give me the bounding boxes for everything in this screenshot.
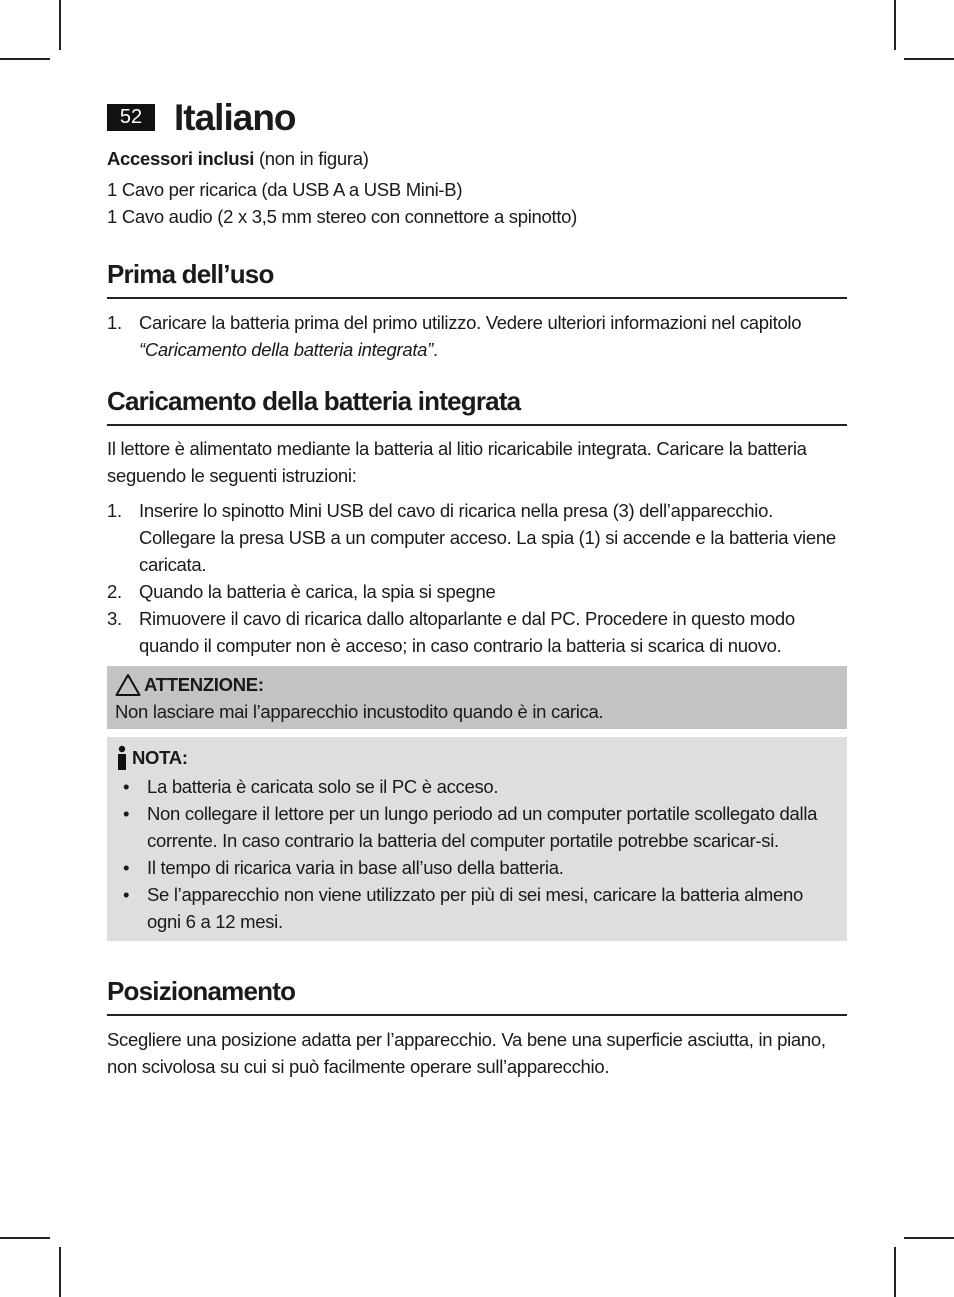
crop-mark [0, 1237, 50, 1239]
charging-intro: Il lettore è alimentato mediante la batteria al litio ricaricabile integrata. Caricare la batteria seguendo le seguenti istruzioni: [107, 438, 807, 486]
step-number: 1. [107, 500, 122, 521]
list-item [115, 854, 839, 881]
note-header [115, 745, 839, 771]
accessories-heading-line [107, 145, 847, 172]
step-number: 3. [107, 608, 122, 629]
note-box [107, 737, 847, 941]
crop-mark [904, 1237, 954, 1239]
list-item [107, 605, 847, 659]
bullet: • [123, 857, 130, 878]
page-number: 52 [107, 104, 155, 131]
crop-mark [0, 58, 50, 60]
accessory-item: 1 Cavo per ricarica (da USB A a USB Mini-B) [107, 179, 463, 200]
bullet: • [123, 776, 130, 797]
note-list [115, 773, 839, 935]
accessories-heading: Accessori inclusi [107, 148, 255, 169]
note-item-text: Se l’apparecchio non viene utilizzato per più di sei mesi, caricare la batteria almeno ogni 6 a 12 mesi. [147, 884, 803, 932]
step-text: Quando la batteria è carica, la spia si spegne [139, 581, 496, 602]
page-title: Italiano [174, 97, 296, 138]
list-item [115, 881, 839, 935]
section-heading-charging: Caricamento della batteria integrata [107, 384, 847, 426]
crop-mark [59, 1247, 61, 1297]
accessory-item: 1 Cavo audio (2 x 3,5 mm stereo con connettore a spinotto) [107, 206, 578, 227]
step-end: . [433, 339, 438, 360]
warning-triangle-icon [115, 673, 141, 697]
note-item-text: Non collegare il lettore per un lungo periodo ad un computer portatile scollegato dalla corrente. In caso contrario la batteria del computer portatile potrebbe scaricar-si. [147, 803, 818, 851]
crop-mark [894, 1247, 896, 1297]
warning-header [115, 672, 839, 698]
note-item-text: La batteria è caricata solo se il PC è acceso. [147, 776, 499, 797]
list-item [107, 497, 847, 578]
page-content [107, 145, 847, 1080]
warning-title: ATTENZIONE: [144, 674, 264, 695]
list-item [115, 773, 839, 800]
list-item [115, 800, 839, 854]
note-item-text: Il tempo di ricarica varia in base all’uso della batteria. [147, 857, 564, 878]
step-reference: “Caricamento della batteria integrata” [139, 339, 434, 360]
note-title: NOTA: [132, 747, 188, 768]
positioning-text: Scegliere una posizione adatta per l’apparecchio. Va bene una superficie asciutta, in piano, non scivolosa su cui si può facilmente operare sull’apparecchio. [107, 1029, 826, 1077]
step-number: 2. [107, 581, 122, 602]
step-text: Rimuovere il cavo di ricarica dallo altoparlante e dal PC. Procedere in questo modo quando il computer non è acceso; in caso contrario la batteria si scarica di nuovo. [139, 608, 795, 656]
crop-mark [59, 0, 61, 50]
section-heading-positioning: Posizionamento [107, 974, 847, 1016]
bullet: • [123, 803, 130, 824]
info-icon [115, 745, 129, 771]
step-text: Inserire lo spinotto Mini USB del cavo di ricarica nella presa (3) dell’apparecchio. Collegare la presa USB a un computer acceso. La spia (1) si accende e la batteria viene caricata. [139, 500, 836, 575]
warning-text: Non lasciare mai l’apparecchio incustodito quando è in carica. [115, 701, 604, 722]
section-heading-before-use: Prima dell’uso [107, 257, 847, 299]
charging-steps [107, 497, 847, 659]
step-number: 1. [107, 312, 122, 333]
list-item [107, 309, 847, 363]
crop-mark [904, 58, 954, 60]
step-text: Caricare la batteria prima del primo utilizzo. Vedere ulteriori informazioni nel capitolo [139, 312, 802, 333]
before-use-steps [107, 309, 847, 363]
warning-box [107, 666, 847, 729]
accessories-note: (non in figura) [258, 148, 369, 169]
crop-mark [894, 0, 896, 50]
list-item [107, 578, 847, 605]
bullet: • [123, 884, 130, 905]
